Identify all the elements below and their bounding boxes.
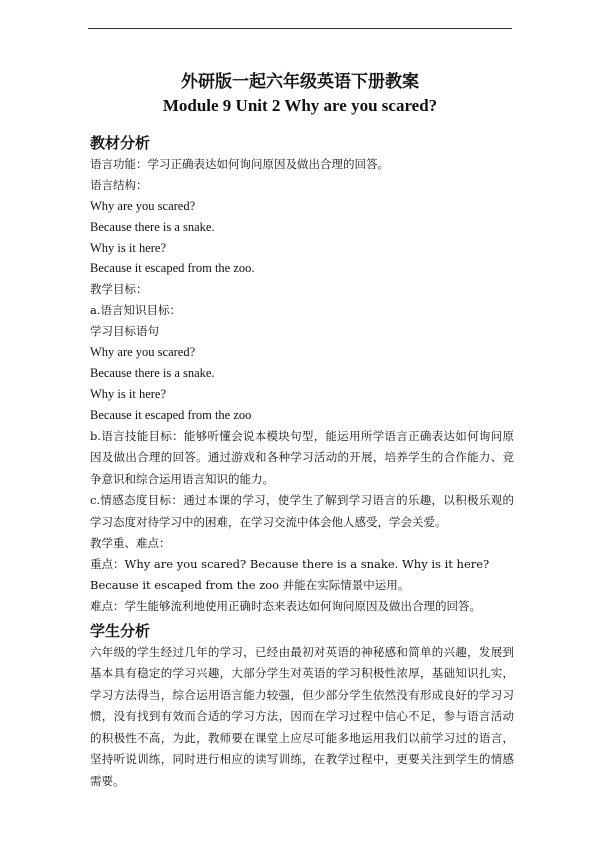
text-line: 学习目标语句 (90, 324, 159, 339)
text-line: 语言功能：学习正确表达如何询问原因及做出合理的回答。 (90, 157, 389, 171)
text-line: Why are you scared? (90, 345, 196, 360)
key-points-lines (90, 533, 514, 617)
text-line: Because it escaped from the zoo. (90, 261, 255, 276)
text-line: Because there is a snake. (90, 219, 215, 234)
section-heading-student-analysis: 学生分析 (90, 621, 151, 640)
header-rule (88, 28, 512, 29)
text-line: 教学目标： (90, 282, 148, 297)
student-analysis-paragraph: 六年级的学生经过几年的学习，已经由最初对英语的神秘感和简单的兴趣，发展到基本具有稳定的学习兴趣，大部分学生对英语的学习积极性浓厚，基础知识扎实，学习方法得当，综合运用语言能力较强，但少部分学生依然没有形成良好的学习习惯，没有找到有效而合适的学习方法，因而在学习过程中信心不足，参与语言活动的积极性不高，为此，教师要在课堂上应尽可能多地运用我们以前学习过的语言，坚持听说训练，同时进行相应的读写训练，在教学过程中，更要关注到学生的情感需要。 (90, 644, 514, 788)
attitude-goal-paragraph: c.情感态度目标：通过本课的学习，使学生了解到学习语言的乐趣，以积极乐观的学习态度对待学习中的困难，在学习交流中体会他人感受，学会关爱。 (90, 493, 514, 529)
text-line: Because it escaped from the zoo 并能在实际情景中运用。 (90, 577, 410, 592)
text-line: Why are you scared? (90, 198, 196, 213)
text-line: Why is it here? (90, 240, 167, 255)
text-line: Why is it here? (90, 386, 167, 401)
document-title-en: Module 9 Unit 2 Why are you scared? (162, 96, 438, 115)
text-line: Because there is a snake. (90, 365, 215, 380)
text-line: 语言结构： (90, 177, 148, 192)
section-heading-textbook-analysis: 教材分析 (90, 134, 151, 152)
document-body (90, 132, 514, 792)
textbook-analysis-lines (90, 154, 514, 426)
text-line: 教学重、难点： (90, 536, 171, 551)
text-line: a.语言知识目标： (90, 303, 182, 318)
skill-goal-paragraph: b.语言技能目标：能够听懂会说本模块句型，能运用所学语言正确表达如何询问原因及做出合理的回答。通过游戏和各种学习活动的开展，培养学生的合作能力、竞争意识和综合运用语言知识的能力。 (90, 428, 514, 486)
text-line: 重点：Why are you scared? Because there is a snake. Why is it here? (90, 556, 490, 571)
document-title-cn: 外研版一起六年级英语下册教案 (181, 72, 419, 92)
text-line: Because it escaped from the zoo (90, 407, 252, 422)
text-line: 难点：学生能够流利地使用正确时态来表达如何询问原因及做出合理的回答。 (90, 598, 481, 613)
